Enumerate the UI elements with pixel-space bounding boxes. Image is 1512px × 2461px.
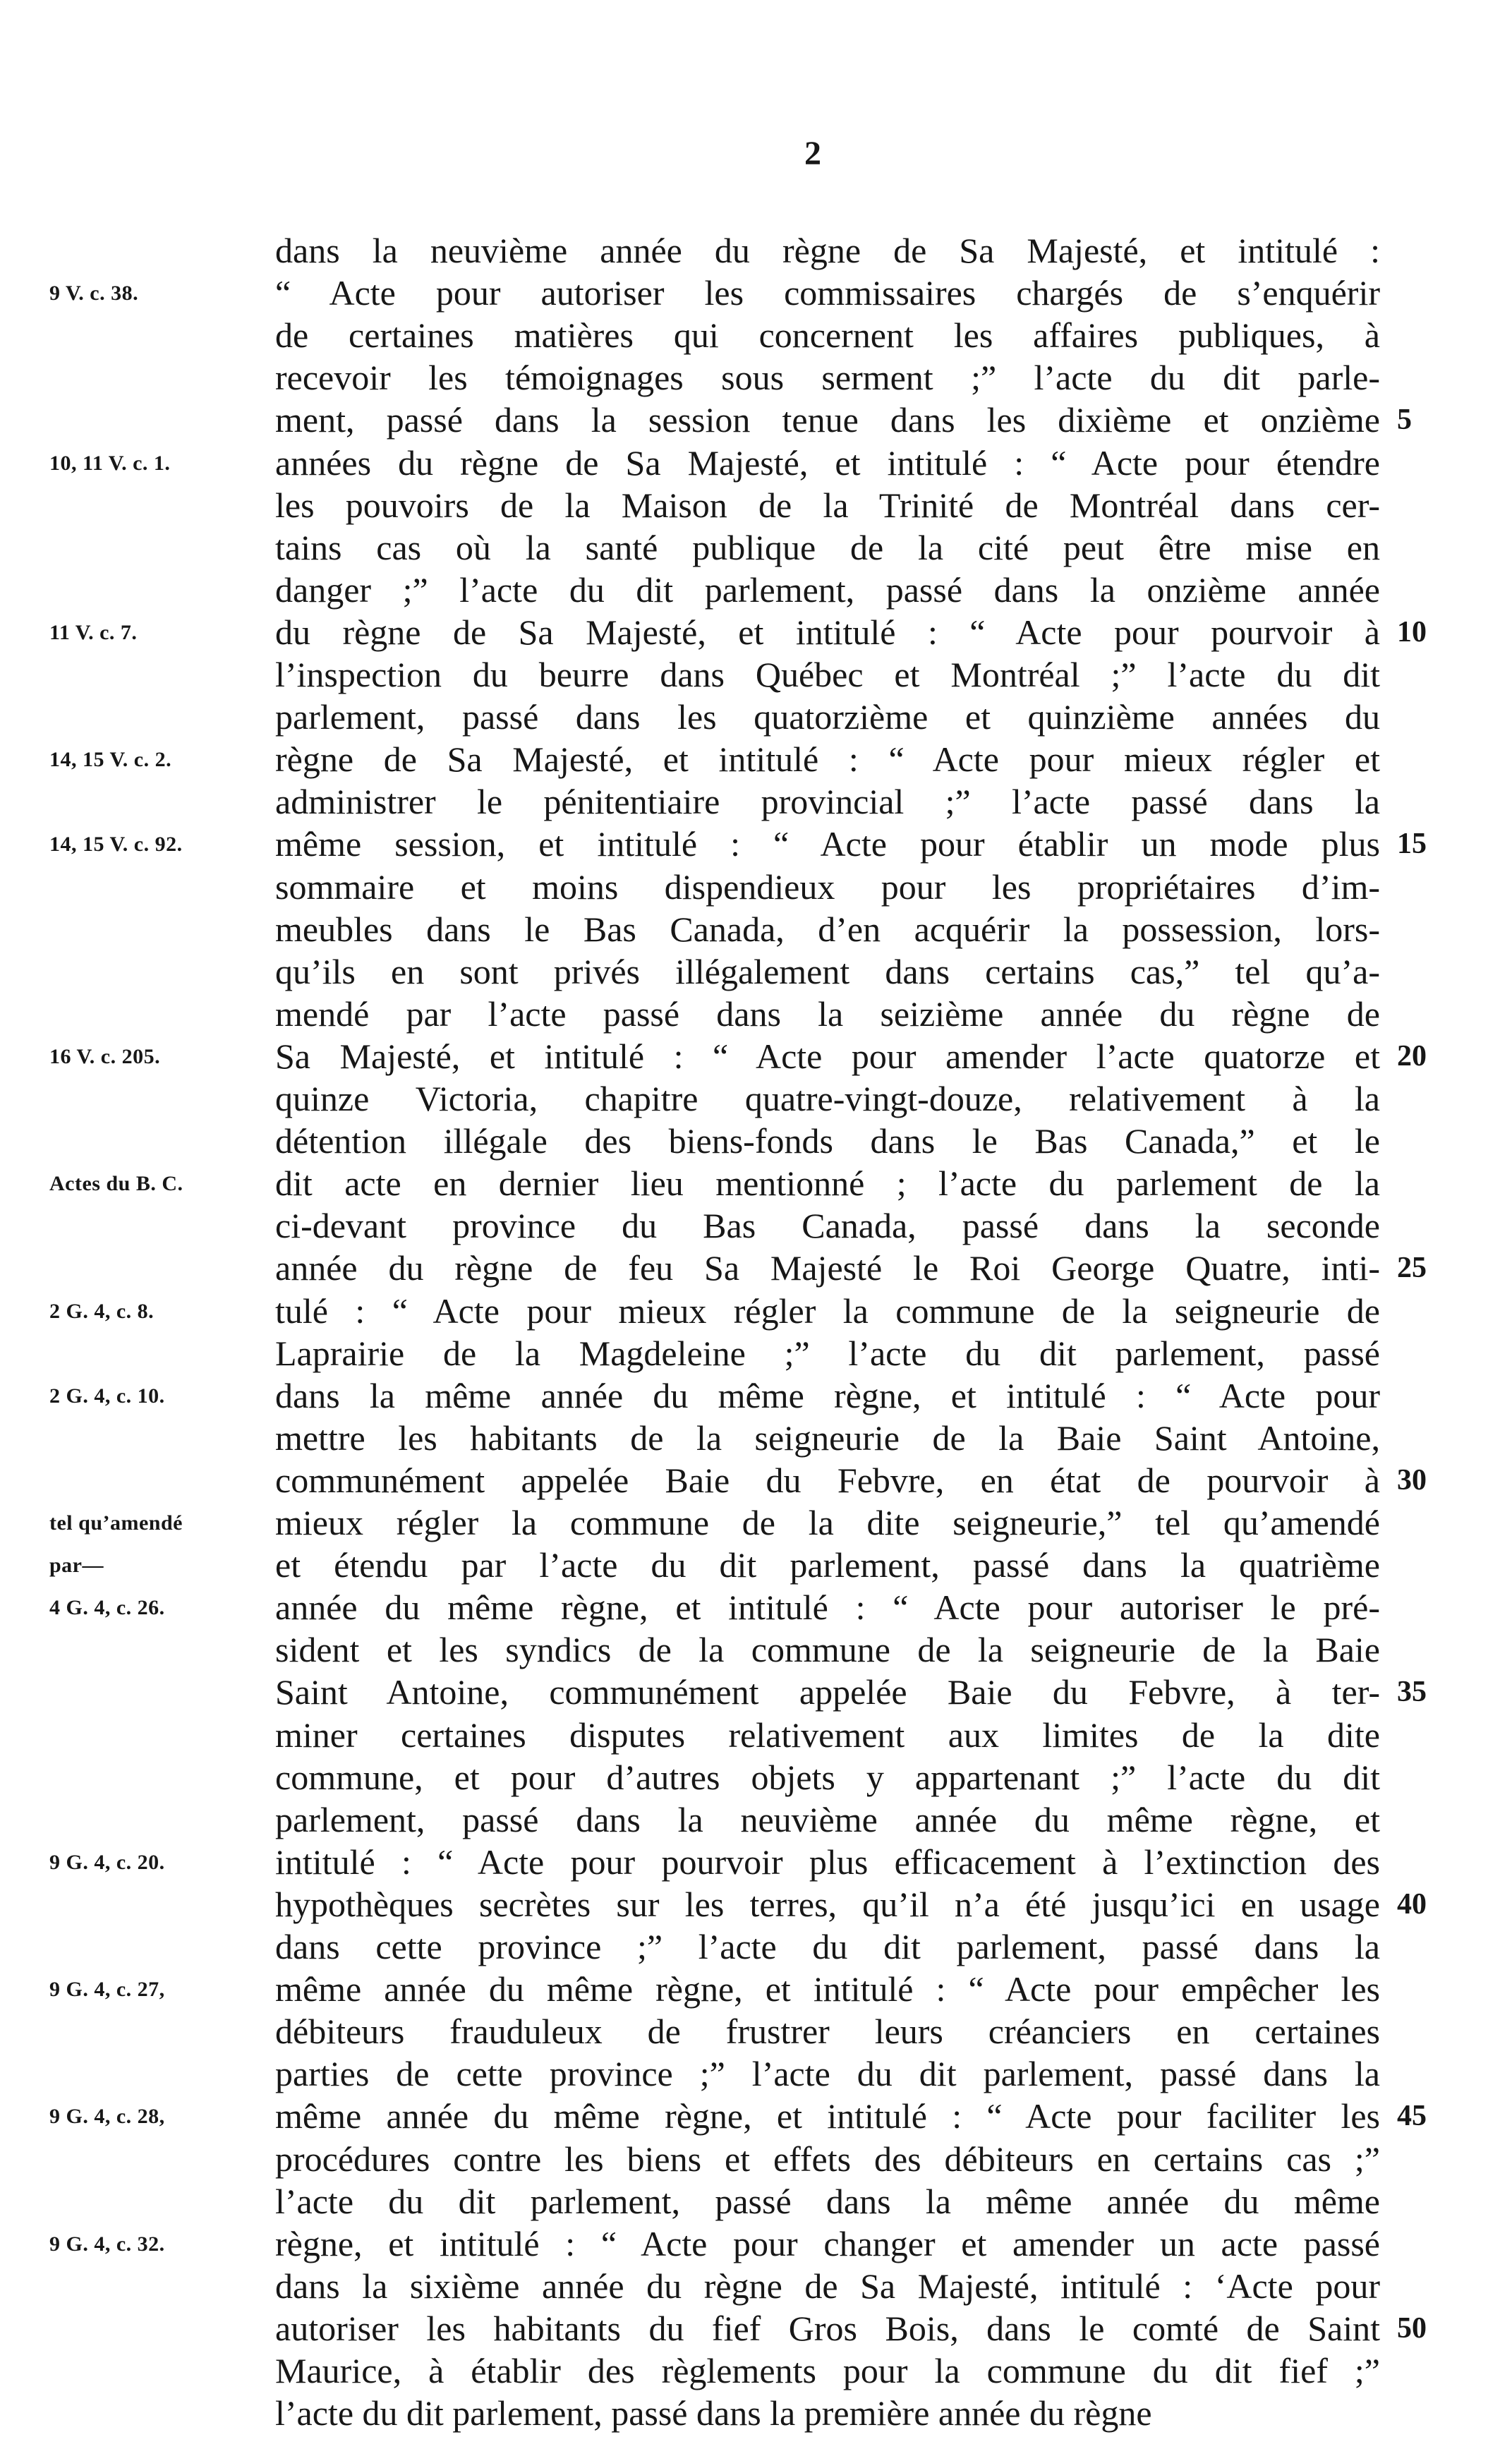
text-line: de certaines matières qui concernent les affaires publiques, à — [275, 315, 1380, 356]
text-line: intitulé : “ Acte pour pourvoir plus efficacement à l’extinction des — [275, 1842, 1380, 1882]
text-line: parlement, passé dans les quatorzième et quinzième années du — [275, 697, 1380, 737]
line-number: 35 — [1397, 1676, 1427, 1709]
line-number: 25 — [1397, 1252, 1427, 1285]
page-number: 2 — [804, 135, 821, 172]
text-line: meubles dans le Bas Canada, d’en acquérir la possession, lors- — [275, 909, 1380, 949]
text-line: dans cette province ;” l’acte du dit parlement, passé dans la — [275, 1927, 1380, 1966]
margin-note: 2 G. 4, c. 8. — [49, 1299, 155, 1323]
text-line: commune, et pour d’autres objets y appartenant ;” l’acte du dit — [275, 1757, 1380, 1797]
text-line: dans la sixième année du règne de Sa Majesté, intitulé : ‘Acte pour — [275, 2266, 1380, 2306]
text-line: l’acte du dit parlement, passé dans la même année du même — [275, 2181, 1380, 2221]
text-line: année du même règne, et intitulé : “ Acte pour autoriser le pré- — [275, 1588, 1380, 1628]
text-line: autoriser les habitants du fief Gros Bois, dans le comté de Saint — [275, 2308, 1380, 2348]
line-number: 30 — [1397, 1463, 1427, 1496]
text-line: Saint Antoine, communément appelée Baie du Febvre, à ter- — [275, 1672, 1380, 1712]
text-line: sident et les syndics de la commune de la seigneurie de la Baie — [275, 1630, 1380, 1670]
text-line: dans la neuvième année du règne de Sa Majesté, et intitulé : — [275, 231, 1380, 270]
margin-note: 9 G. 4, c. 28, — [49, 2105, 165, 2129]
text-line: mettre les habitants de la seigneurie de la Baie Saint Antoine, — [275, 1417, 1380, 1458]
margin-note: 14, 15 V. c. 2. — [49, 748, 172, 772]
text-line: règne, et intitulé : “ Acte pour changer et amender un acte passé — [275, 2223, 1380, 2263]
text-line: mendé par l’acte passé dans la seizième année du règne de — [275, 993, 1380, 1034]
text-line: l’inspection du beurre dans Québec et Montréal ;” l’acte du dit — [275, 655, 1380, 694]
text-line: administrer le pénitentiaire provincial ;” l’acte passé dans la — [275, 782, 1380, 822]
text-line: dit acte en dernier lieu mentionné ; l’acte du parlement de la — [275, 1163, 1380, 1204]
text-line: mieux régler la commune de la dite seigneurie,” tel qu’amendé — [275, 1503, 1380, 1542]
text-line: règne de Sa Majesté, et intitulé : “ Acte pour mieux régler et — [275, 739, 1380, 780]
text-line: sommaire et moins dispendieux pour les propriétaires d’im- — [275, 866, 1380, 907]
text-line: Sa Majesté, et intitulé : “ Acte pour amender l’acte quatorze et — [275, 1036, 1380, 1076]
text-line: tains cas où la santé publique de la cité peut être mise en — [275, 527, 1380, 567]
margin-note: 10, 11 V. c. 1. — [49, 451, 171, 475]
margin-note: 9 G. 4, c. 32. — [49, 2232, 165, 2256]
text-line: l’acte du dit parlement, passé dans la première année du règne — [275, 2393, 1152, 2433]
margin-note: par— — [49, 1554, 104, 1578]
margin-note: 9 G. 4, c. 27, — [49, 1978, 165, 2002]
line-number: 5 — [1397, 404, 1412, 437]
text-line: année du règne de feu Sa Majesté le Roi George Quatre, inti- — [275, 1248, 1380, 1288]
text-line: même année du même règne, et intitulé : “ Acte pour empêcher les — [275, 1969, 1380, 2009]
text-line: miner certaines disputes relativement aux limites de la dite — [275, 1715, 1380, 1755]
line-number: 50 — [1397, 2311, 1427, 2345]
text-line: dans la même année du même règne, et intitulé : “ Acte pour — [275, 1375, 1380, 1415]
text-line: débiteurs frauduleux de frustrer leurs créanciers en certaines — [275, 2012, 1380, 2052]
text-line: recevoir les témoignages sous serment ;” l’acte du dit parle- — [275, 358, 1380, 398]
line-number: 15 — [1397, 828, 1427, 861]
text-line: même session, et intitulé : “ Acte pour établir un mode plus — [275, 824, 1380, 864]
text-line: et étendu par l’acte du dit parlement, passé dans la quatrième — [275, 1545, 1380, 1585]
line-number: 10 — [1397, 615, 1427, 648]
text-line: Laprairie de la Magdeleine ;” l’acte du dit parlement, passé — [275, 1333, 1380, 1373]
margin-note: 2 G. 4, c. 10. — [49, 1384, 165, 1408]
line-number: 45 — [1397, 2100, 1427, 2133]
text-line: quinze Victoria, chapitre quatre-vingt-douze, relativement à la — [275, 1079, 1380, 1118]
margin-note: 9 G. 4, c. 20. — [49, 1850, 165, 1874]
text-line: années du règne de Sa Majesté, et intitulé : “ Acte pour étendre — [275, 442, 1380, 483]
text-line: ment, passé dans la session tenue dans les dixième et onzième — [275, 400, 1380, 440]
text-line: procédures contre les biens et effets des débiteurs en certains cas ;” — [275, 2139, 1380, 2179]
text-line: parties de cette province ;” l’acte du dit parlement, passé dans la — [275, 2054, 1380, 2094]
margin-note: 14, 15 V. c. 92. — [49, 833, 183, 857]
text-line: tulé : “ Acte pour mieux régler la commune de la seigneurie de — [275, 1290, 1380, 1331]
margin-note: 9 V. c. 38. — [49, 282, 139, 306]
text-line: les pouvoirs de la Maison de la Trinité de Montréal dans cer- — [275, 485, 1380, 525]
line-number: 20 — [1397, 1039, 1427, 1072]
text-line: détention illégale des biens-fonds dans le Bas Canada,” et le — [275, 1121, 1380, 1161]
text-line: communément appelée Baie du Febvre, en état de pourvoir à — [275, 1460, 1380, 1500]
text-line: danger ;” l’acte du dit parlement, passé dans la onzième année — [275, 569, 1380, 610]
line-number: 40 — [1397, 1887, 1427, 1921]
margin-note: Actes du B. C. — [49, 1172, 183, 1196]
text-line: “ Acte pour autoriser les commissaires chargés de s’enquérir — [275, 273, 1380, 313]
text-line: Maurice, à établir des règlements pour la commune du dit fief ;” — [275, 2351, 1380, 2390]
margin-note: 11 V. c. 7. — [49, 620, 138, 644]
text-line: qu’ils en sont privés illégalement dans certains cas,” tel qu’a- — [275, 951, 1380, 991]
text-line: même année du même règne, et intitulé : “ Acte pour faciliter les — [275, 2096, 1380, 2136]
margin-note: tel qu’amendé — [49, 1511, 183, 1535]
text-line: ci-devant province du Bas Canada, passé dans la seconde — [275, 1206, 1380, 1246]
margin-note: 4 G. 4, c. 26. — [49, 1596, 165, 1620]
text-line: hypothèques secrètes sur les terres, qu’il n’a été jusqu’ici en usage — [275, 1884, 1380, 1924]
text-line: du règne de Sa Majesté, et intitulé : “ Acte pour pourvoir à — [275, 612, 1380, 652]
margin-note: 16 V. c. 205. — [49, 1044, 161, 1068]
text-line: parlement, passé dans la neuvième année du même règne, et — [275, 1799, 1380, 1839]
